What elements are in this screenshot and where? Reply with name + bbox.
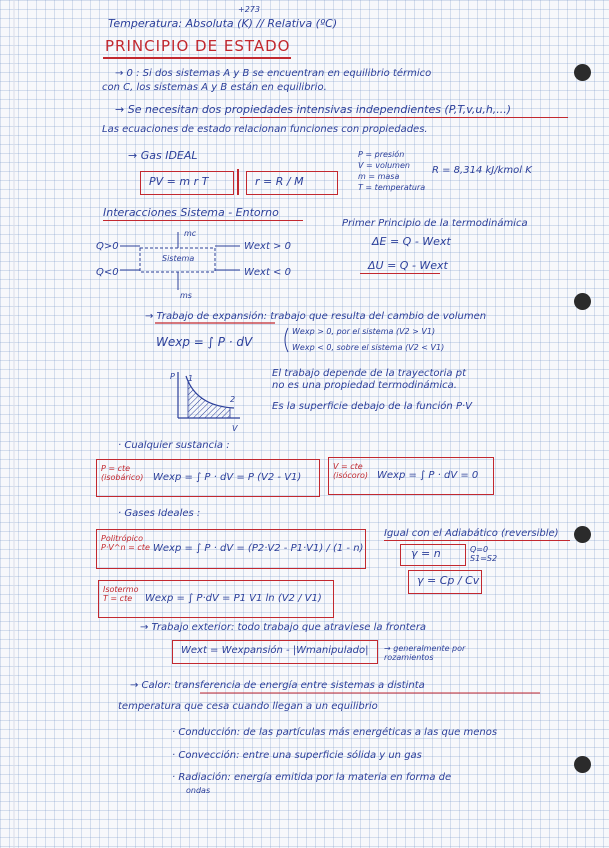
system-boundary	[140, 248, 215, 272]
expansion-work-heading: → Trabajo de expansión: trabajo que resulta del cambio de volumen	[145, 311, 487, 322]
isobaric-equation: Wexp = ∫ P · dV = P (V2 - V1)	[153, 472, 302, 483]
interactions-heading: Interacciones Sistema - Entorno	[103, 206, 279, 219]
legend-temperature: T = temperatura	[358, 183, 426, 192]
gas-constant-value: R = 8,314 kJ/kmol K	[432, 165, 532, 176]
pv-point-2: 2	[230, 395, 236, 404]
pv-work-area	[188, 380, 230, 418]
ideal-gas-equation: PV = m r T	[149, 175, 209, 188]
two-properties-line: → Se necesitan dos propiedades intensivas independientes (P,T,v,u,h,...)	[115, 103, 512, 116]
friction-note: → generalmente por rozamientos	[384, 644, 466, 662]
polytropic-equation: Wexp = ∫ P · dV = (P2·V2 - P1·V1) / (1 - n)	[153, 543, 364, 554]
expansion-work-integral: Wexp = ∫ P · dV	[156, 335, 253, 349]
first-law-internal: ΔU = Q - Wext	[368, 259, 448, 272]
gamma-n-equation: γ = n	[411, 547, 441, 560]
temperature-line: Temperatura: Absoluta (K) // Relativa (ºC)	[108, 17, 338, 30]
isochoric-equation: Wexp = ∫ P · dV = 0	[377, 470, 479, 481]
ideal-gas-heading: → Gas IDEAL	[128, 149, 198, 162]
conduction-line: · Conducción: de las partículas más energéticas a las que menos	[172, 727, 498, 738]
gamma-ratio-equation: γ = Cp / Cv	[417, 574, 480, 587]
first-law-energy: ΔE = Q - Wext	[372, 235, 451, 248]
isothermal-label: Isotermo T = cte	[103, 585, 139, 603]
legend-pressure: P = presión	[358, 150, 405, 159]
case-brace	[285, 328, 288, 352]
external-work-heading: → Trabajo exterior: todo trabajo que atraviese la frontera	[140, 622, 427, 633]
convection-line: · Convección: entre una superficie sólida y un gas	[172, 750, 422, 761]
isothermal-equation: Wexp = ∫ P·dV = P1 V1 ln (V2 / V1)	[145, 593, 322, 604]
system-label: Sistema	[162, 254, 195, 263]
heat-definition-line-1: → Calor: transferencia de energía entre sistemas a distinta	[130, 680, 425, 691]
specific-constant-equation: r = R / M	[255, 175, 304, 188]
isobaric-label: P = cte (isobárico)	[101, 464, 144, 482]
isochoric-label: V = cte (isócoro)	[333, 462, 369, 480]
area-note: Es la superficie debajo de la función P·V	[272, 401, 472, 412]
pv-axis-p: P	[170, 372, 175, 381]
heat-negative: Q<0	[96, 267, 119, 278]
zeroth-law-line-1: → 0 : Si dos sistemas A y B se encuentran en equilibrio térmico	[115, 68, 432, 79]
ideal-gases-heading: · Gases Ideales :	[118, 508, 201, 519]
path-dependence-note-2: no es una propiedad termodinámica.	[272, 380, 457, 391]
page-title: PRINCIPIO DE ESTADO	[105, 37, 291, 55]
any-substance-heading: · Cualquier sustancia :	[118, 440, 230, 451]
heat-definition-line-2: temperatura que cesa cuando llegan a un equilibrio	[118, 701, 378, 712]
kelvin-offset-note: +273	[238, 5, 260, 14]
expansion-case-negative: Wexp < 0, sobre el sistema (V2 < V1)	[292, 343, 445, 352]
radiation-waves: ondas	[186, 786, 211, 795]
state-equations-line: Las ecuaciones de estado relacionan funciones con propiedades.	[102, 124, 428, 135]
first-law-heading: Primer Principio de la termodinámica	[342, 218, 528, 229]
legend-mass: m = masa	[358, 172, 400, 181]
adiabatic-conditions: Q=0 S1=S2	[470, 545, 498, 563]
pv-point-1: 1	[188, 374, 194, 383]
path-dependence-note-1: El trabajo depende de la trayectoria pt	[272, 368, 466, 379]
radiation-line: · Radiación: energía emitida por la materia en forma de	[172, 772, 452, 783]
external-work-equation: Wext = Wexpansión - |Wmanipulado|	[181, 645, 369, 656]
work-negative: Wext < 0	[244, 267, 291, 278]
expansion-case-positive: Wexp > 0, por el sistema (V2 > V1)	[292, 327, 436, 336]
heat-positive: Q>0	[96, 241, 119, 252]
polytropic-label: Politrópico P·V^n = cte	[101, 534, 150, 552]
adiabatic-note: Igual con el Adiabático (reversible)	[384, 528, 559, 539]
zeroth-law-line-2: con C, los sistemas A y B están en equilibrio.	[102, 82, 327, 93]
mass-in-label: mc	[184, 229, 197, 238]
mass-out-label: ms	[180, 291, 192, 300]
work-positive: Wext > 0	[244, 241, 291, 252]
pv-axis-v: V	[232, 424, 238, 433]
legend-volume: V = volumen	[358, 161, 410, 170]
